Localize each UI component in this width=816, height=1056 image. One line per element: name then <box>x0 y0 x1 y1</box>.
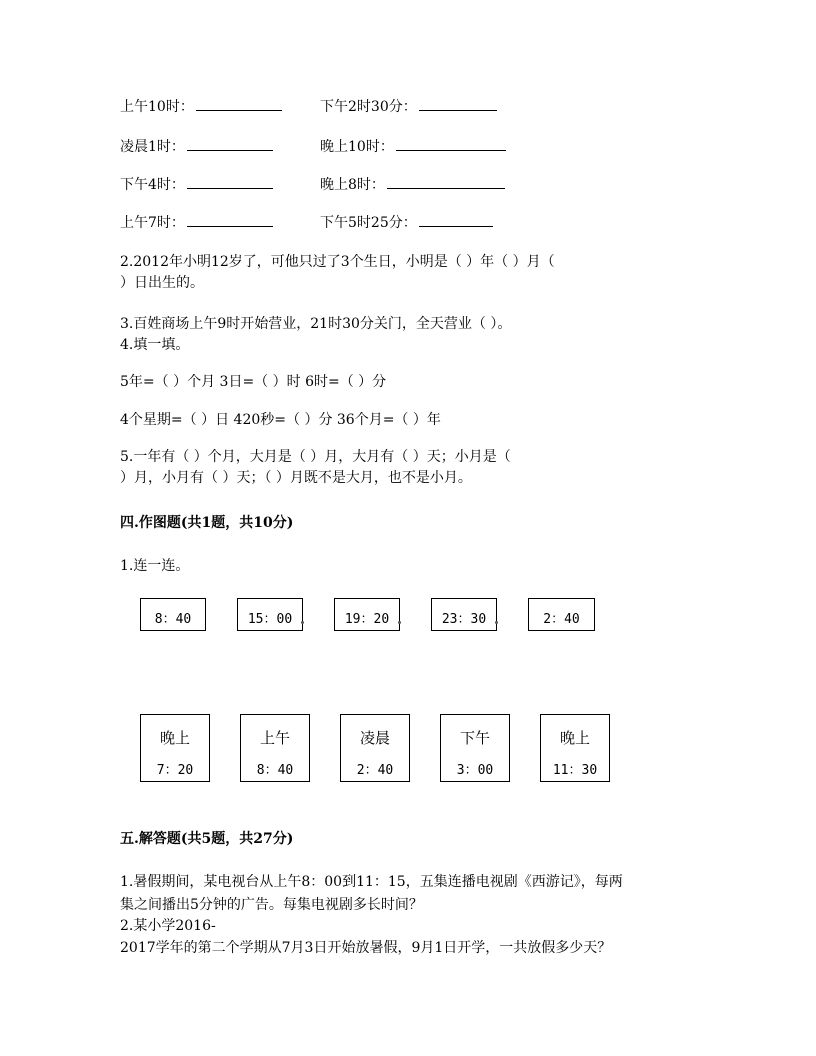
period-label: 下午 <box>459 729 490 747</box>
connect-dot <box>398 621 401 624</box>
section-5-question-1-line-2: 集之间播出5分钟的广告。每集电视剧多长时间？ <box>120 897 423 913</box>
time-box-4[interactable] <box>431 598 497 631</box>
period-time: 7：20 <box>156 763 194 778</box>
time-box-1[interactable] <box>140 598 206 631</box>
time-box-label: 19：20 <box>344 612 390 627</box>
fill-label-evening-10: 晚上10时： <box>320 139 394 155</box>
fill-label-morning-10: 上午10时： <box>120 99 194 115</box>
period-label: 晚上 <box>159 729 190 747</box>
connect-dot <box>495 621 498 624</box>
question-3: 3.百姓商场上午9时开始营业，21时30分关门，全天营业（ ）。 <box>120 316 512 332</box>
answer-blank[interactable] <box>419 212 493 227</box>
answer-blank[interactable] <box>187 136 273 151</box>
section-5-question-1-line-1: 1.暑假期间，某电视台从上午8：00到11：15，五集连播电视剧《西游记》，每两 <box>120 874 623 890</box>
fill-label-early-1: 凌晨1时： <box>120 139 185 155</box>
answer-blank[interactable] <box>196 96 282 111</box>
connect-dot <box>301 621 304 624</box>
answer-blank[interactable] <box>187 174 273 189</box>
period-time: 2：40 <box>356 763 394 778</box>
time-box-label: 23：30 <box>441 612 487 627</box>
answer-blank[interactable] <box>187 212 273 227</box>
time-box-label: 8：40 <box>154 612 192 627</box>
period-time: 3：00 <box>456 763 494 778</box>
period-time: 8：40 <box>256 763 294 778</box>
answer-blank[interactable] <box>419 96 497 111</box>
section-5-question-2-line-2: 2017学年的第二个学期从7月3日开始放暑假，9月1日开学，一共放假多少天？ <box>120 940 612 956</box>
question-2-line-2: ）日出生的。 <box>120 275 204 291</box>
time-box-3[interactable] <box>334 598 400 631</box>
time-box-label: 15：00 <box>247 612 293 627</box>
fill-label-afternoon-5-25: 下午5时25分： <box>320 215 417 231</box>
period-box-5[interactable] <box>540 714 610 782</box>
period-box-3[interactable] <box>340 714 410 782</box>
period-box-1[interactable] <box>140 714 210 782</box>
fill-label-afternoon-4: 下午4时： <box>120 177 185 193</box>
question-2-line-1: 2.2012年小明12岁了，可他只过了3个生日，小明是（ ）年（ ）月（ <box>120 254 555 270</box>
fill-label-morning-7: 上午7时： <box>120 215 185 231</box>
section-5-heading: 五.解答题(共5题，共27分) <box>120 831 294 847</box>
time-box-label: 2：40 <box>543 612 580 627</box>
question-5-line-2: ）月，小月有（ ）天；（ ）月既不是大月，也不是小月。 <box>120 470 472 486</box>
section-4-heading: 四.作图题(共1题，共10分) <box>120 515 294 531</box>
fill-label-afternoon-2-30: 下午2时30分： <box>320 99 417 115</box>
fill-label-evening-8: 晚上8时： <box>320 177 385 193</box>
section-5-question-2-line-1: 2.某小学2016- <box>120 918 216 934</box>
section-4-question-1: 1.连一连。 <box>120 558 190 574</box>
period-box-2[interactable] <box>240 714 310 782</box>
answer-blank[interactable] <box>387 174 505 189</box>
time-box-2[interactable] <box>237 598 303 631</box>
time-box-5[interactable] <box>528 598 595 631</box>
question-4-title: 4.填一填。 <box>120 337 190 353</box>
period-box-4[interactable] <box>440 714 510 782</box>
question-4-row-2: 4个星期=（ ）日 420秒=（ ）分 36个月=（ ）年 <box>120 412 441 428</box>
period-label: 凌晨 <box>359 729 390 747</box>
question-5-line-1: 5.一年有（ ）个月，大月是（ ）月，大月有（ ）天；小月是（ <box>120 449 511 465</box>
period-label: 晚上 <box>559 729 590 747</box>
period-time: 11：30 <box>552 763 598 778</box>
question-4-row-1: 5年=（ ）个月 3日=（ ）时 6时=（ ）分 <box>120 374 387 390</box>
answer-blank[interactable] <box>396 136 506 151</box>
period-label: 上午 <box>259 729 290 747</box>
